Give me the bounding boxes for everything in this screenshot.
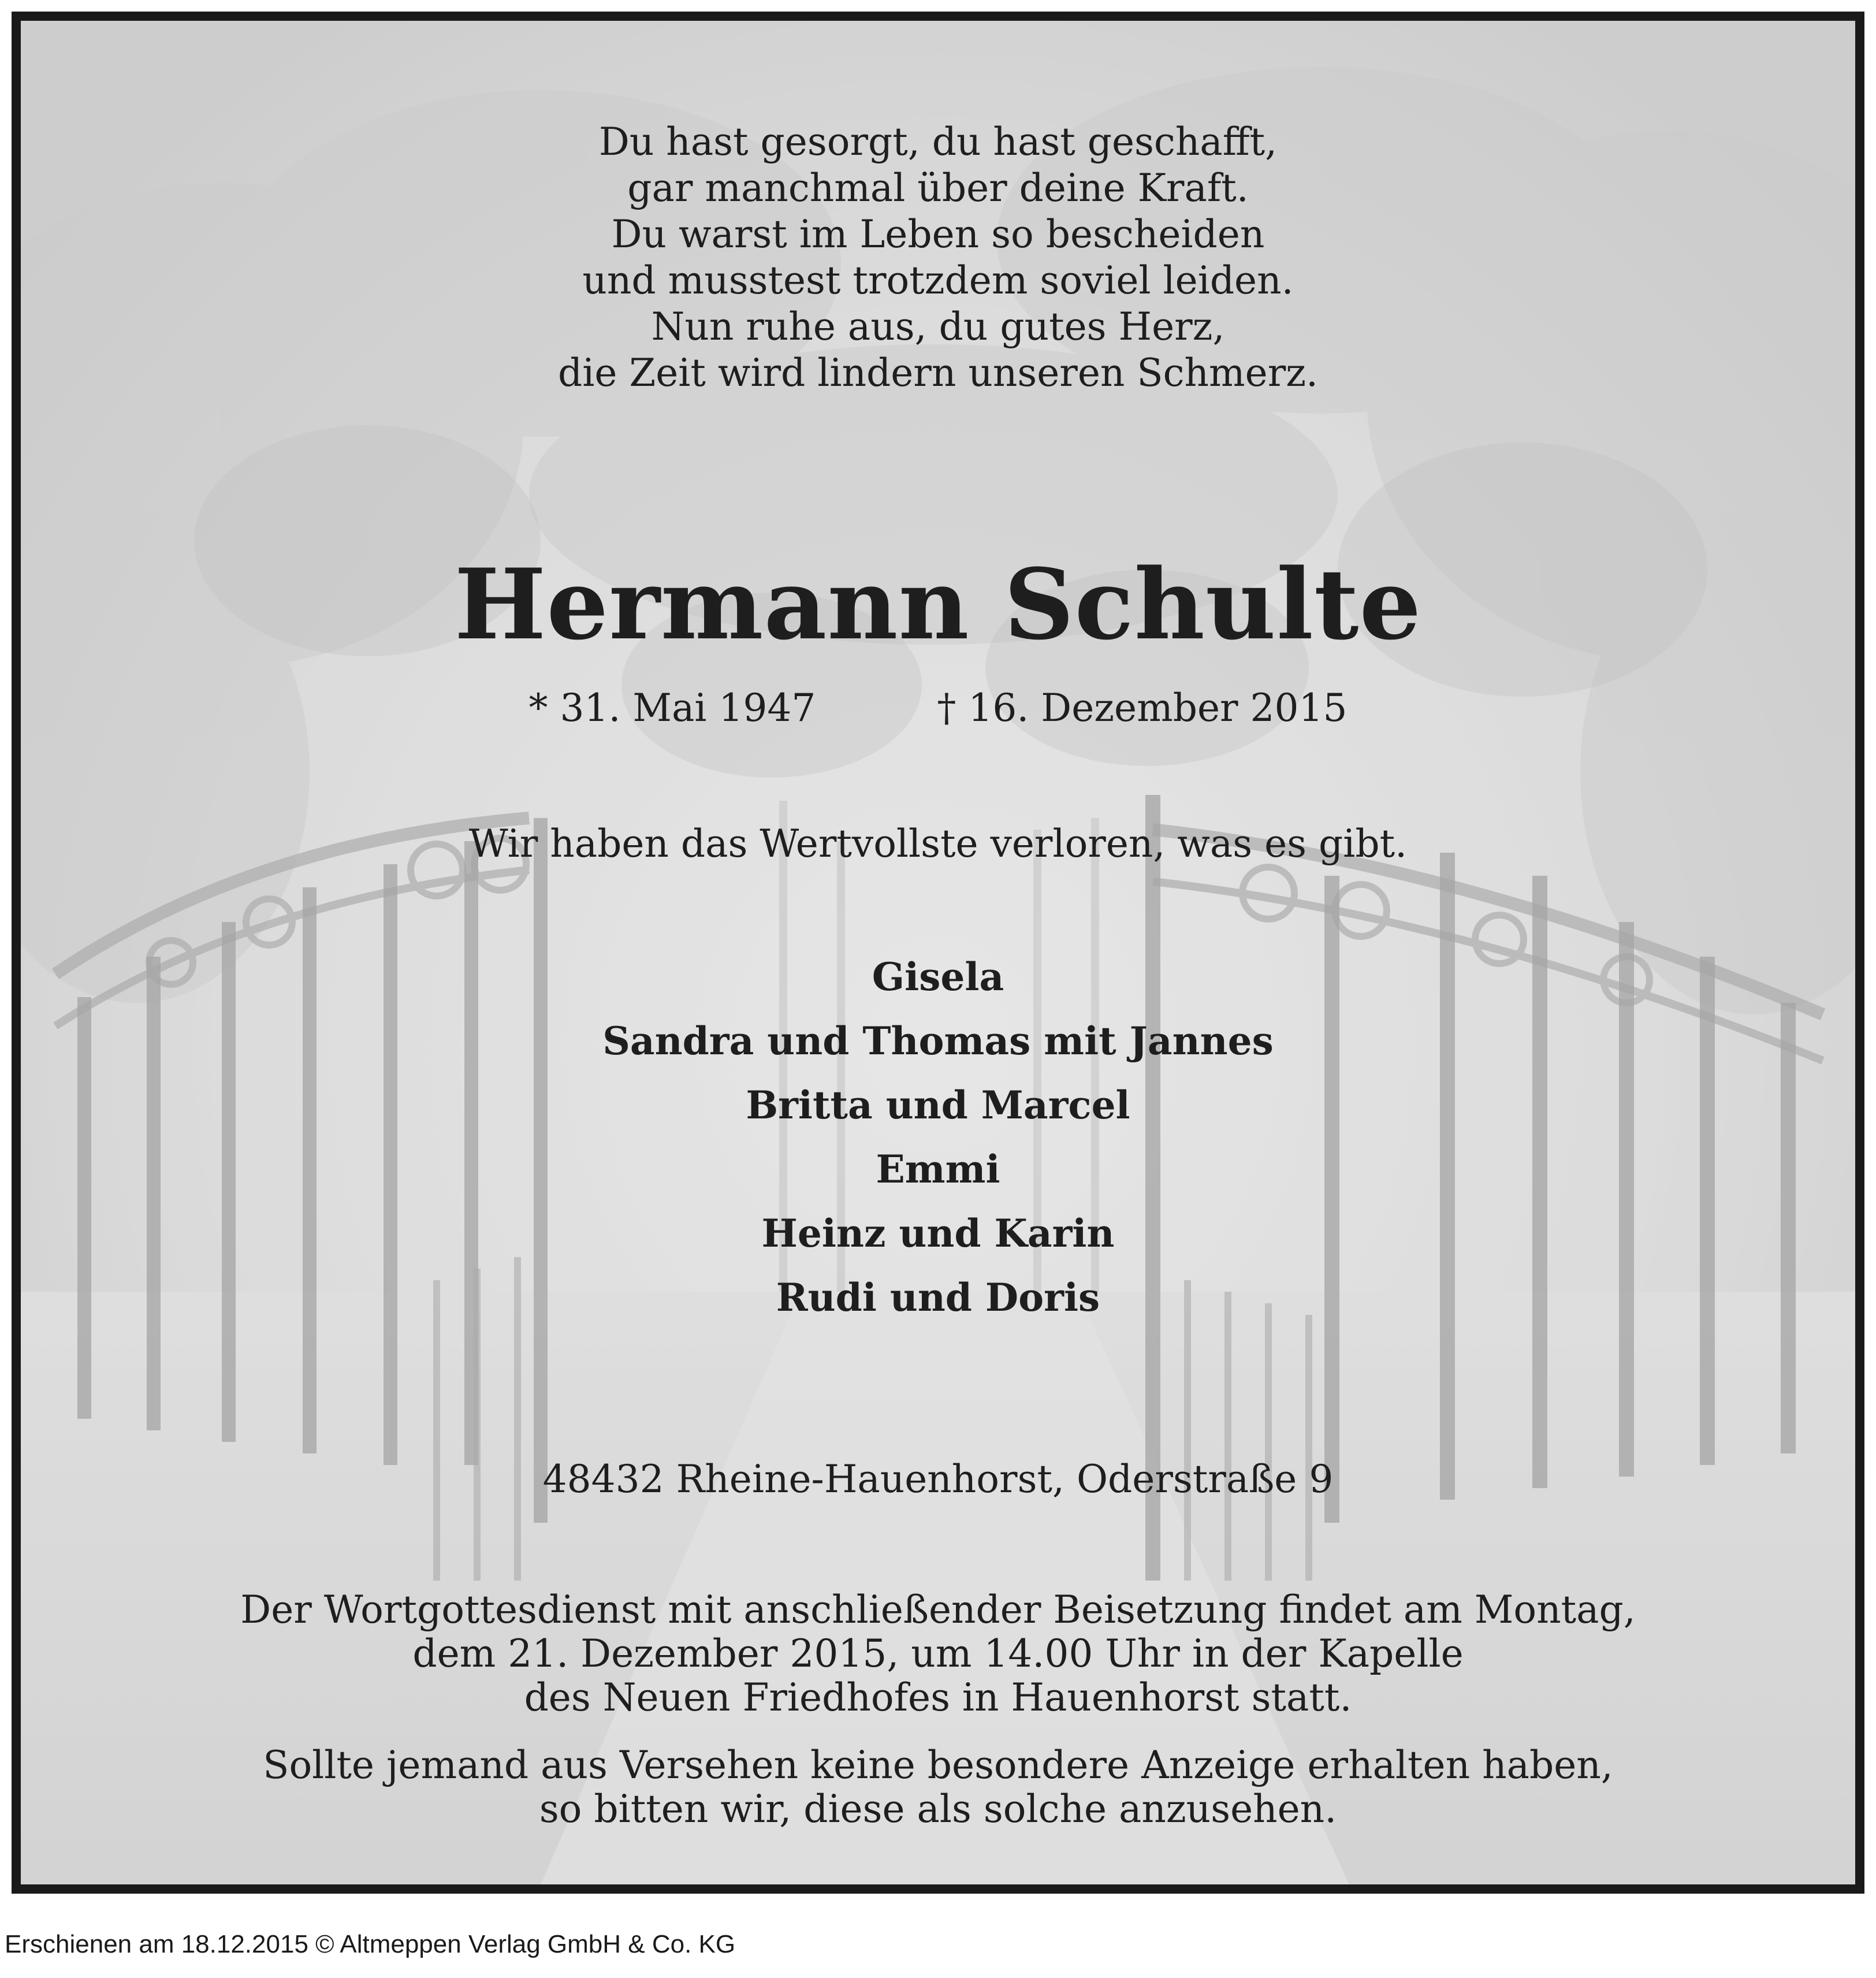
service-line: des Neuen Friedhofes in Hauenhorst statt. <box>524 1675 1352 1720</box>
memorial-poem <box>21 119 1855 396</box>
death-date: † 16. Dezember 2015 <box>937 686 1348 730</box>
service-line: Der Wortgottesdienst mit anschließender Beisetzung findet am Montag, <box>240 1587 1636 1632</box>
birth-date: * 31. Mai 1947 <box>528 686 816 730</box>
poem-line: Du warst im Leben so bescheiden <box>611 212 1265 256</box>
notice-frame <box>12 12 1864 1894</box>
notice-text <box>21 21 1855 1884</box>
poem-line: Du hast gesorgt, du hast geschafft, <box>598 120 1278 164</box>
family-address: 48432 Rheine-Hauenhorst, Oderstraße 9 <box>542 1457 1334 1501</box>
closing-line: Sollte jemand aus Versehen keine besondere Anzeige erhalten haben, <box>263 1743 1613 1787</box>
mourner-entry: Emmi <box>876 1147 1000 1192</box>
mourners-list <box>21 945 1855 1330</box>
service-line: dem 21. Dezember 2015, um 14.00 Uhr in der Kapelle <box>412 1631 1464 1676</box>
deceased-name: Hermann Schulte <box>454 547 1422 661</box>
poem-line: und musstest trotzdem soviel leiden. <box>582 258 1294 303</box>
publication-footer: Erschienen am 18.12.2015 © Altmeppen Verlag GmbH & Co. KG <box>5 1930 736 1958</box>
mourner-entry: Britta und Marcel <box>746 1083 1130 1128</box>
closing-line: so bitten wir, diese als solche anzusehen. <box>539 1787 1337 1831</box>
mourner-entry: Heinz und Karin <box>761 1211 1115 1256</box>
mourner-entry: Gisela <box>872 954 1004 999</box>
mourner-entry: Rudi und Doris <box>776 1275 1100 1320</box>
service-announcement <box>21 1588 1855 1720</box>
mourner-entry: Sandra und Thomas mit Jannes <box>602 1018 1274 1064</box>
poem-line: die Zeit wird lindern unseren Schmerz. <box>557 351 1319 395</box>
life-dates <box>21 685 1855 731</box>
poem-line: gar manchmal über deine Kraft. <box>627 166 1249 210</box>
loss-statement: Wir haben das Wertvollste verloren, was es gibt. <box>468 821 1408 866</box>
poem-line: Nun ruhe aus, du gutes Herz, <box>651 304 1225 349</box>
closing-note <box>21 1743 1855 1831</box>
